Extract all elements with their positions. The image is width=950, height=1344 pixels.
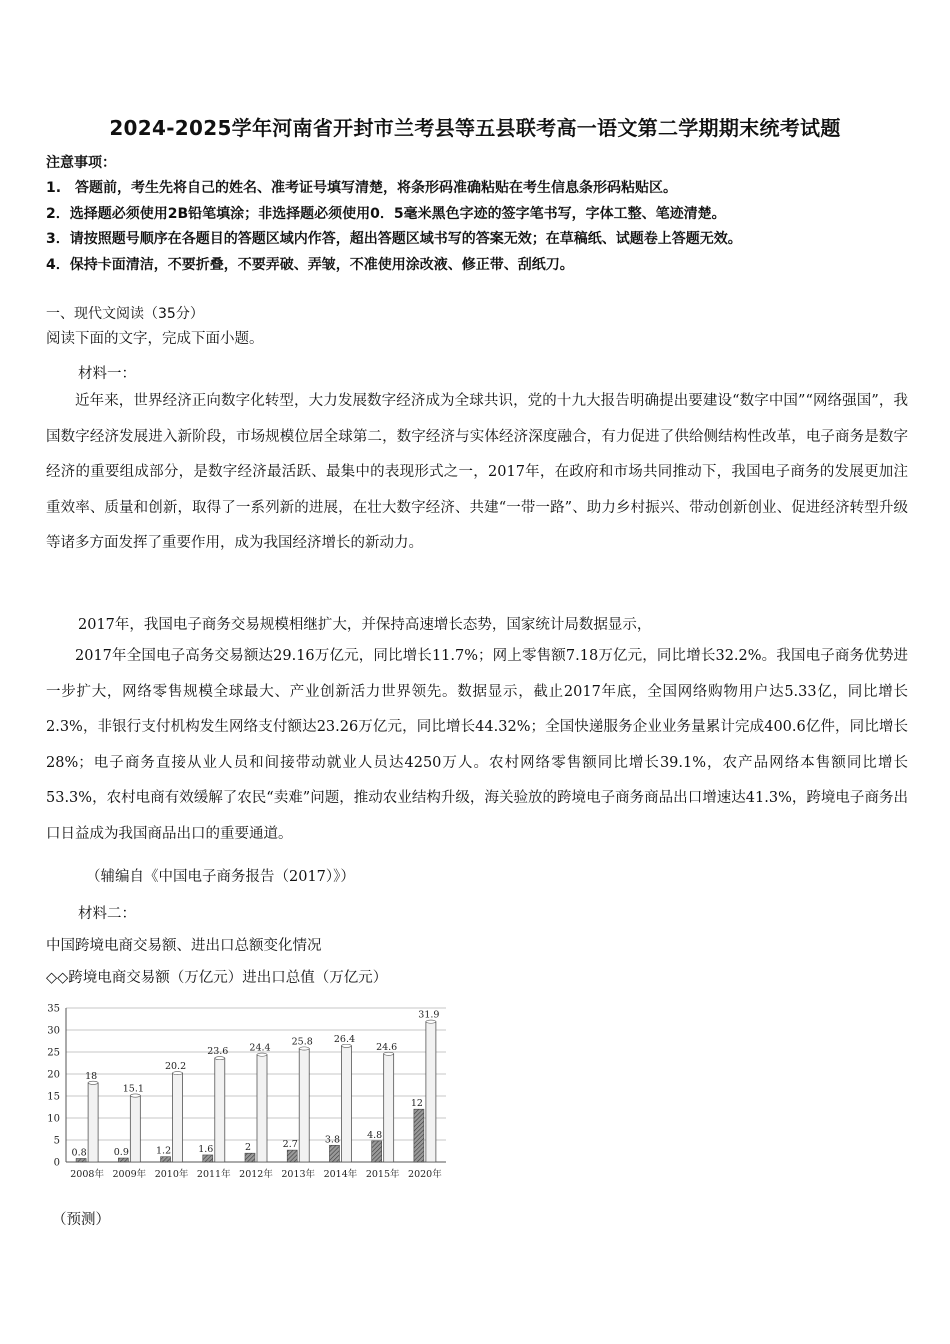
x-tick-label: 2014年 bbox=[323, 1169, 358, 1180]
data-label-total: 15.1 bbox=[122, 1083, 144, 1095]
data-label-total: 20.2 bbox=[164, 1061, 187, 1073]
notice-item: 1. 答题前，考生先将自己的姓名、准考证号填写清楚，将条形码准确粘贴在考生信息条形码粘贴区。 bbox=[46, 180, 678, 196]
paragraph-2: 2017年，我国电子商务交易规模相继扩大，并保持高速增长态势，国家统计局数据显示， bbox=[78, 617, 652, 633]
data-label-total: 24.4 bbox=[249, 1042, 271, 1054]
paragraph-3: 2017年全国电子高务交易额达29.16万亿元，同比增长11.7%；网上零售额7.18万亿元，同比增长32.2%。我国电子商务优势进一步扩大，网络零售规模全球最大、产业创新活力世界领先。数据显示，截止2017年底，全国网络购物用户达5.33亿，同比增长2.3%，非银行支付机构发生网络支付额达23.26万亿元，同比增长44.32%；全国快递服务企业业务量累计完成400.6亿件，同比增长28%；电子商务直接从业人员和间接带动就业人员达4250万人。农村网络零售额同比增长39.1%，农产品网络本售额同比增长53.3%，农村电商有效缓解了农民“卖难”问题，推动农业结构升级，海关验放的跨境电子商务商品出口增速达41.3%，跨境电子商务出口日益成为我国商品出口的重要通道。 bbox=[46, 648, 908, 842]
x-tick-label: 2015年 bbox=[365, 1169, 400, 1180]
source-note: （辅编自《中国电子商务报告（2017）》） bbox=[86, 869, 355, 885]
notice-item: 4．保持卡面清洁，不要折叠，不要弄破、弄皱，不准使用涂改液、修正带、刮纸刀。 bbox=[46, 257, 574, 273]
data-label-total: 25.8 bbox=[291, 1036, 313, 1048]
bar-ecommerce bbox=[245, 1153, 255, 1162]
bar-total bbox=[341, 1046, 351, 1162]
bar-ecommerce bbox=[372, 1141, 382, 1162]
data-label-total: 31.9 bbox=[418, 1009, 440, 1021]
notice-item: 3．请按照题号顺序在各题目的答题区域内作答，超出答题区域书写的答案无效；在草稿纸、试题卷上答题无效。 bbox=[46, 231, 742, 247]
y-tick-label: 25 bbox=[47, 1047, 60, 1059]
paragraph-1: 近年来，世界经济正向数字化转型，大力发展数字经济成为全球共识，党的十九大报告明确提出要建设“数字中国”“网络强国”，我国数字经济发展进入新阶段，市场规模位居全球第二，数字经济与实体经济深度融合，有力促进了供给侧结构性改革，电子商务是数字经济的重要组成部分，是数字经济最活跃、最集中的表现形式之一，2017年，在政府和市场共同推动下，我国电子商务的发展更加注重效率、质量和创新，取得了一系列新的进展，在壮大数字经济、共建“一带一路”、助力乡村振兴、带动创新创业、促进经济转型升级等诸多方面发挥了重要作用，成为我国经济增长的新动力。 bbox=[46, 393, 908, 551]
bar-ecommerce bbox=[329, 1145, 339, 1162]
notice-item: 2．选择题必须使用2B铅笔填涂；非选择题必须使用0．5毫米黑色字迹的签字笔书写，字体工整、笔迹清楚。 bbox=[46, 206, 726, 222]
bar-total bbox=[257, 1055, 267, 1162]
data-label-ecommerce: 1.2 bbox=[156, 1145, 172, 1157]
material1-label: 材料一： bbox=[78, 366, 136, 382]
bar-chart-svg bbox=[44, 1000, 454, 1195]
data-label-ecommerce: 2 bbox=[244, 1142, 252, 1154]
material2-label: 材料二： bbox=[78, 906, 136, 922]
bar-ecommerce bbox=[203, 1155, 213, 1162]
y-tick-label: 10 bbox=[47, 1113, 60, 1125]
bar-ecommerce bbox=[161, 1157, 171, 1162]
bar-ecommerce bbox=[414, 1109, 424, 1162]
y-tick-label: 15 bbox=[47, 1091, 60, 1103]
data-label-ecommerce: 1.6 bbox=[198, 1143, 214, 1155]
data-label-ecommerce: 0.9 bbox=[113, 1147, 129, 1159]
x-tick-label: 2013年 bbox=[281, 1169, 316, 1180]
x-tick-label: 2009年 bbox=[112, 1169, 147, 1180]
notice-heading: 注意事项： bbox=[46, 155, 116, 171]
chart-caption: 中国跨境电商交易额、进出口总额变化情况 bbox=[46, 938, 322, 954]
y-tick-label: 20 bbox=[47, 1069, 60, 1081]
data-label-ecommerce: 12 bbox=[410, 1098, 423, 1110]
data-label-ecommerce: 4.8 bbox=[367, 1129, 383, 1141]
x-tick-label: 2012年 bbox=[239, 1169, 273, 1180]
bar-total bbox=[384, 1054, 394, 1162]
bar-total bbox=[130, 1096, 140, 1162]
bar-total bbox=[173, 1073, 183, 1162]
y-tick-label: 30 bbox=[47, 1025, 60, 1037]
data-label-ecommerce: 2.7 bbox=[282, 1139, 298, 1151]
bar-total bbox=[88, 1083, 98, 1162]
section-heading: 一、现代文阅读（35分） bbox=[46, 306, 204, 322]
data-label-total: 26.4 bbox=[333, 1033, 356, 1045]
bar-ecommerce bbox=[287, 1150, 297, 1162]
bar-total bbox=[299, 1048, 309, 1162]
bar-total bbox=[426, 1022, 436, 1162]
data-label-total: 18 bbox=[85, 1070, 98, 1082]
x-tick-label: 2011年 bbox=[196, 1169, 231, 1180]
x-tick-label: 2008年 bbox=[70, 1169, 104, 1180]
bar-total bbox=[215, 1058, 225, 1162]
page-title: 2024-2025学年河南省开封市兰考县等五县联考高一语文第二学期期末统考试题 bbox=[109, 116, 841, 140]
x-tick-label: 2010年 bbox=[154, 1169, 189, 1180]
x-tick-label: 2020年 bbox=[408, 1169, 442, 1180]
bar-ecommerce bbox=[118, 1158, 128, 1162]
data-label-total: 23.6 bbox=[207, 1046, 229, 1058]
y-tick-label: 0 bbox=[53, 1157, 60, 1169]
bar-ecommerce bbox=[76, 1158, 86, 1162]
data-label-ecommerce: 0.8 bbox=[71, 1147, 87, 1159]
forecast-note: （预测） bbox=[52, 1212, 110, 1228]
y-tick-label: 35 bbox=[47, 1003, 60, 1015]
bar-chart bbox=[44, 1000, 454, 1195]
instruction: 阅读下面的文字，完成下面小题。 bbox=[46, 331, 264, 347]
chart-legend: ◇◇跨境电商交易额（万亿元）进出口总值（万亿元） bbox=[46, 970, 388, 986]
y-tick-label: 5 bbox=[53, 1135, 60, 1147]
data-label-total: 24.6 bbox=[376, 1041, 398, 1053]
data-label-ecommerce: 3.8 bbox=[324, 1134, 340, 1146]
